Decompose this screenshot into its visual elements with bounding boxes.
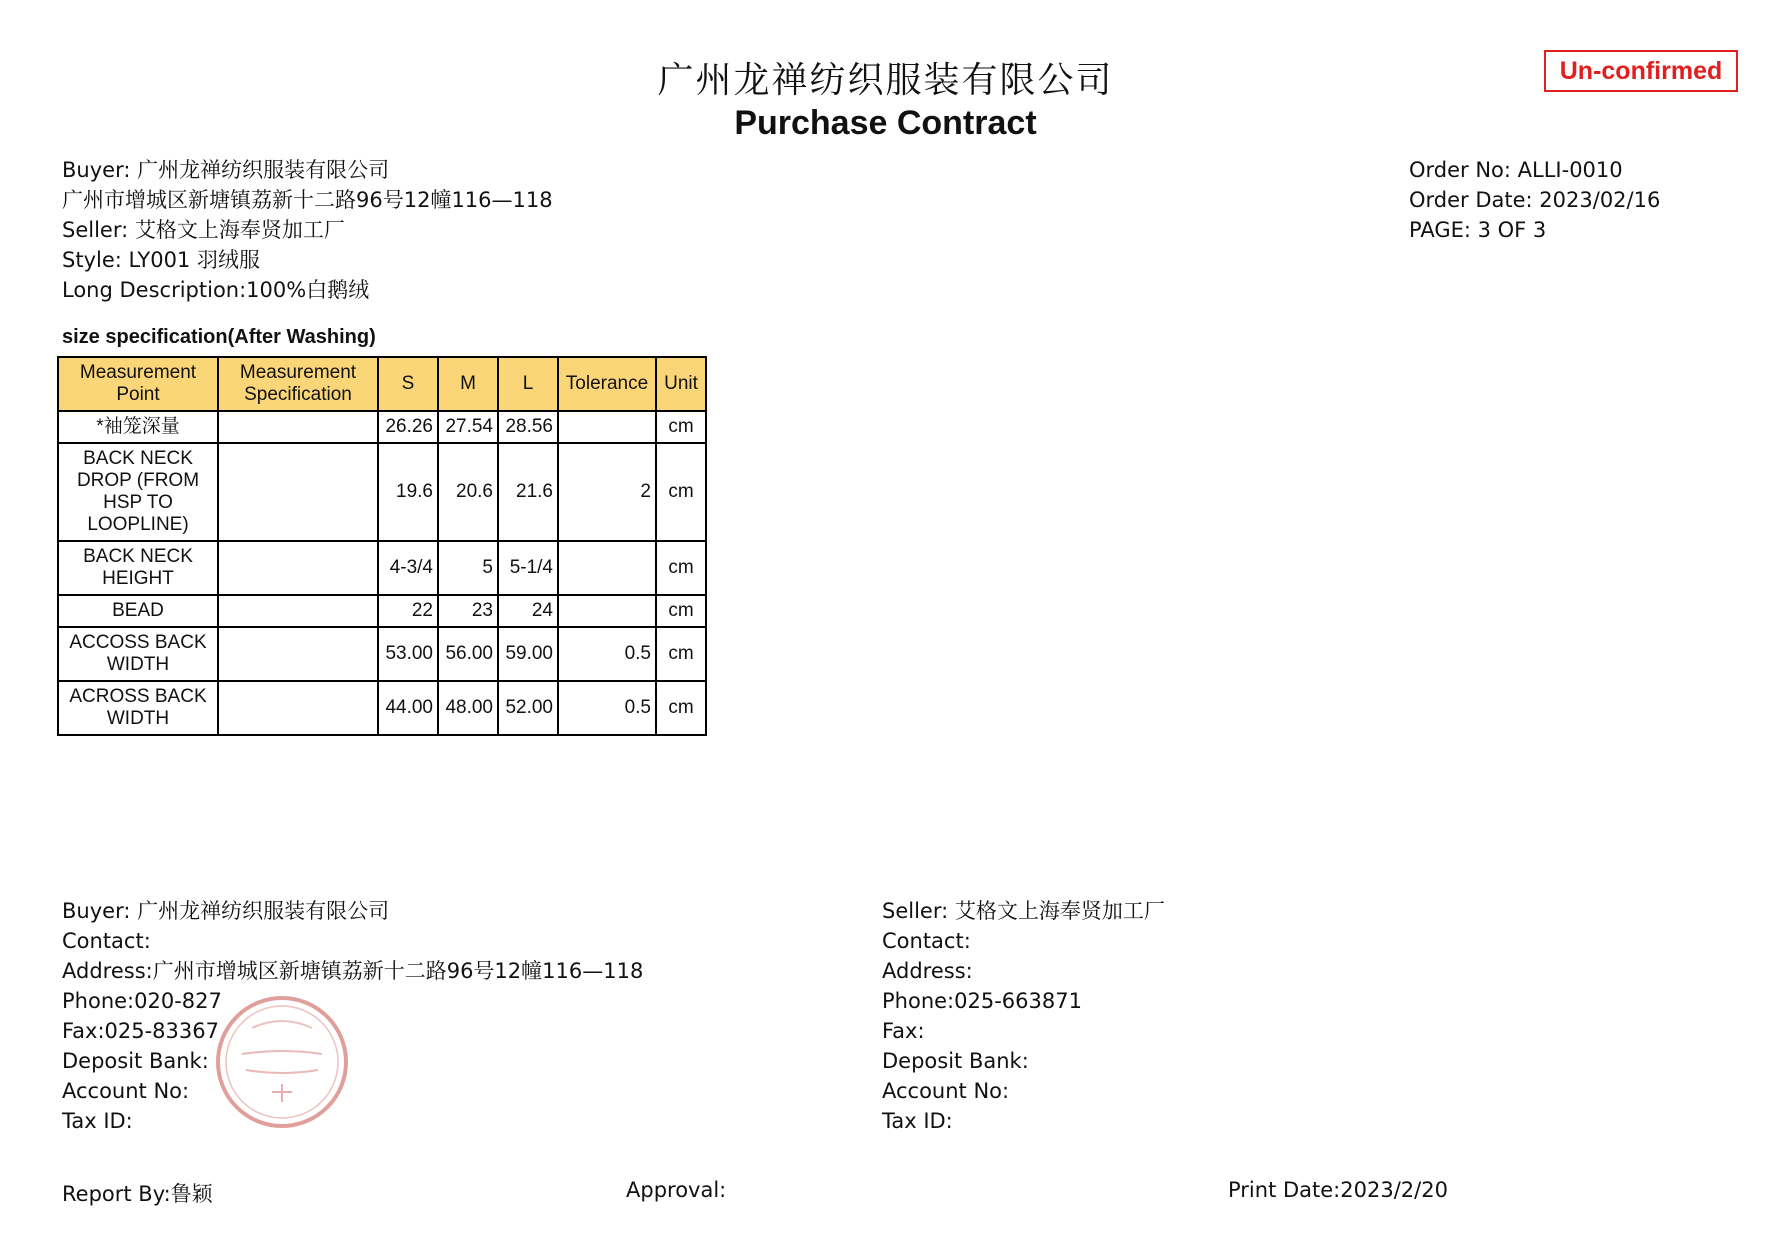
cell-l: 21.6 bbox=[498, 443, 558, 541]
cell-unit: cm bbox=[656, 541, 706, 595]
cell-spec bbox=[218, 595, 378, 627]
header-measurement-spec: Measurement Specification bbox=[218, 357, 378, 411]
table-row bbox=[58, 681, 706, 735]
report-by: Report By:鲁颖 bbox=[62, 1182, 213, 1206]
cell-tolerance: 0.5 bbox=[558, 681, 656, 735]
table-row bbox=[58, 627, 706, 681]
buyer-address-line: 广州市增城区新塘镇荔新十二路96号12幢116—118 bbox=[62, 188, 553, 212]
cell-spec bbox=[218, 627, 378, 681]
seller-tax-id: Tax ID: bbox=[882, 1109, 953, 1133]
buyer-block bbox=[62, 896, 643, 1136]
buyer-fax: Fax:025-83367 bbox=[62, 1019, 219, 1043]
cell-s: 4-3/4 bbox=[378, 541, 438, 595]
buyer-name: Buyer: 广州龙禅纺织服装有限公司 bbox=[62, 899, 390, 923]
buyer-account-no: Account No: bbox=[62, 1079, 190, 1103]
cell-spec bbox=[218, 541, 378, 595]
header-tolerance: Tolerance bbox=[558, 357, 656, 411]
cell-s: 44.00 bbox=[378, 681, 438, 735]
buyer-deposit-bank: Deposit Bank: bbox=[62, 1049, 209, 1073]
cell-l: 59.00 bbox=[498, 627, 558, 681]
seller-name: Seller: 艾格文上海奉贤加工厂 bbox=[882, 899, 1165, 923]
seller-deposit-bank: Deposit Bank: bbox=[882, 1049, 1029, 1073]
seller-address: Address: bbox=[882, 959, 973, 983]
cell-unit: cm bbox=[656, 411, 706, 443]
table-row bbox=[58, 595, 706, 627]
cell-l: 24 bbox=[498, 595, 558, 627]
buyer-line: Buyer: 广州龙禅纺织服装有限公司 bbox=[62, 158, 390, 182]
seller-account-no: Account No: bbox=[882, 1079, 1010, 1103]
print-date: Print Date:2023/2/20 bbox=[1228, 1178, 1448, 1202]
cell-spec bbox=[218, 443, 378, 541]
seller-block bbox=[882, 896, 1165, 1136]
cell-l: 28.56 bbox=[498, 411, 558, 443]
header-unit: Unit bbox=[656, 357, 706, 411]
cell-m: 48.00 bbox=[438, 681, 498, 735]
description-line: Long Description:100%白鹅绒 bbox=[62, 278, 370, 302]
table-row bbox=[58, 411, 706, 443]
cell-s: 19.6 bbox=[378, 443, 438, 541]
document-title: Purchase Contract bbox=[734, 104, 1037, 142]
size-spec-table bbox=[57, 356, 707, 736]
style-line: Style: LY001 羽绒服 bbox=[62, 248, 260, 272]
order-info-right bbox=[1409, 155, 1660, 245]
status-badge: Un-confirmed bbox=[1544, 50, 1738, 92]
page-number: PAGE: 3 OF 3 bbox=[1409, 218, 1547, 242]
cell-point: ACROSS BACK WIDTH bbox=[58, 681, 218, 735]
buyer-phone: Phone:020-827 bbox=[62, 989, 222, 1013]
cell-s: 53.00 bbox=[378, 627, 438, 681]
header-size-s: S bbox=[378, 357, 438, 411]
header-size-l: L bbox=[498, 357, 558, 411]
cell-point: *袖笼深量 bbox=[58, 411, 218, 443]
section-title: size specification(After Washing) bbox=[62, 326, 376, 348]
seller-line: Seller: 艾格文上海奉贤加工厂 bbox=[62, 218, 345, 242]
cell-m: 56.00 bbox=[438, 627, 498, 681]
company-seal-icon bbox=[212, 992, 352, 1132]
header-size-m: M bbox=[438, 357, 498, 411]
cell-m: 5 bbox=[438, 541, 498, 595]
cell-m: 23 bbox=[438, 595, 498, 627]
seller-fax: Fax: bbox=[882, 1019, 925, 1043]
cell-unit: cm bbox=[656, 595, 706, 627]
cell-unit: cm bbox=[656, 443, 706, 541]
seller-contact: Contact: bbox=[882, 929, 971, 953]
cell-tolerance bbox=[558, 411, 656, 443]
buyer-contact: Contact: bbox=[62, 929, 151, 953]
cell-point: BEAD bbox=[58, 595, 218, 627]
buyer-tax-id: Tax ID: bbox=[62, 1109, 133, 1133]
order-info-left bbox=[62, 155, 553, 305]
seller-phone: Phone:025-663871 bbox=[882, 989, 1082, 1013]
cell-m: 27.54 bbox=[438, 411, 498, 443]
order-number: Order No: ALLI-0010 bbox=[1409, 158, 1623, 182]
cell-m: 20.6 bbox=[438, 443, 498, 541]
cell-spec bbox=[218, 411, 378, 443]
buyer-address: Address:广州市增城区新塘镇荔新十二路96号12幢116—118 bbox=[62, 959, 644, 983]
cell-tolerance: 0.5 bbox=[558, 627, 656, 681]
cell-l: 52.00 bbox=[498, 681, 558, 735]
table-header-row bbox=[58, 357, 706, 411]
cell-point: ACCOSS BACK WIDTH bbox=[58, 627, 218, 681]
cell-s: 22 bbox=[378, 595, 438, 627]
company-name: 广州龙禅纺织服装有限公司 bbox=[657, 60, 1114, 101]
cell-tolerance bbox=[558, 595, 656, 627]
cell-spec bbox=[218, 681, 378, 735]
cell-unit: cm bbox=[656, 681, 706, 735]
header-measurement-point: Measurement Point bbox=[58, 357, 218, 411]
cell-l: 5-1/4 bbox=[498, 541, 558, 595]
cell-unit: cm bbox=[656, 627, 706, 681]
cell-s: 26.26 bbox=[378, 411, 438, 443]
cell-point: BACK NECK DROP (FROM HSP TO LOOPLINE) bbox=[58, 443, 218, 541]
cell-tolerance bbox=[558, 541, 656, 595]
table-row bbox=[58, 443, 706, 541]
approval: Approval: bbox=[626, 1178, 727, 1202]
table-row bbox=[58, 541, 706, 595]
order-date: Order Date: 2023/02/16 bbox=[1409, 188, 1661, 212]
cell-tolerance: 2 bbox=[558, 443, 656, 541]
cell-point: BACK NECK HEIGHT bbox=[58, 541, 218, 595]
